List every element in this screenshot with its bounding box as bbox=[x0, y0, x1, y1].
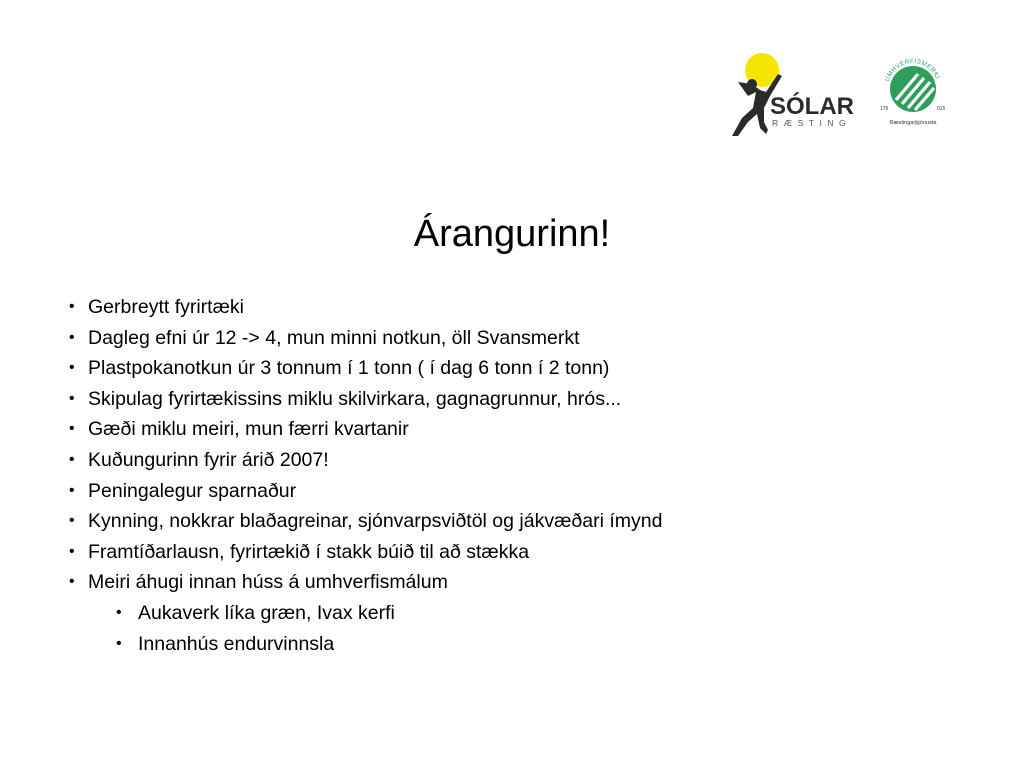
bullet-item bbox=[64, 506, 964, 537]
bullet-item bbox=[64, 567, 964, 598]
bullet-text: Dagleg efni úr 12 -> 4, mun minni notkun, öll Svansmerkt bbox=[88, 326, 580, 349]
swan-left-number: 176 bbox=[880, 106, 889, 112]
slide-title: Árangurinn! bbox=[413, 213, 611, 255]
sub-bullet-item bbox=[64, 629, 964, 660]
bullet-text: Skipulag fyrirtækissins miklu skilvirkara, gagnagrunnur, hrós... bbox=[88, 387, 622, 410]
swan-ecolabel-logo bbox=[878, 56, 948, 128]
bullet-item bbox=[64, 292, 964, 323]
sub-bullet-item bbox=[64, 598, 964, 629]
bullet-glyph: • bbox=[69, 298, 75, 315]
bullet-glyph: • bbox=[69, 481, 75, 499]
bullet-text: Gerbreytt fyrirtæki bbox=[88, 296, 245, 318]
bullet-glyph: • bbox=[116, 634, 122, 652]
bullet-glyph: • bbox=[69, 359, 75, 377]
bullet-glyph: • bbox=[69, 542, 75, 560]
bullet-item bbox=[64, 414, 964, 445]
bullet-glyph: • bbox=[69, 389, 75, 407]
bullet-text: Kuðungurinn fyrir árið 2007! bbox=[88, 448, 329, 471]
bullet-text: Framtíðarlausn, fyrirtækið í stakk búið til að stækka bbox=[88, 540, 530, 563]
bullet-glyph: • bbox=[69, 450, 75, 468]
swan-right-number: 015 bbox=[937, 106, 946, 112]
bullet-glyph: • bbox=[69, 420, 75, 438]
bullet-text: Kynning, nokkrar blaðagreinar, sjónvarpsviðtöl og jákvæðari ímynd bbox=[88, 510, 663, 533]
bullet-item bbox=[64, 384, 964, 415]
swan-top-text: UMHVERFISMERKI bbox=[883, 57, 942, 83]
bullet-glyph: • bbox=[116, 603, 122, 621]
bullet-item bbox=[64, 445, 964, 476]
solar-name: SÓLAR bbox=[770, 93, 854, 120]
solar-subtitle: RÆSTING bbox=[772, 118, 852, 128]
bullet-item bbox=[64, 353, 964, 384]
swan-bottom-text: Ræstingarþjónusta bbox=[889, 120, 937, 126]
logo-area bbox=[726, 52, 956, 138]
bullet-text: Gæði miklu meiri, mun færri kvartanir bbox=[88, 418, 409, 441]
bullet-text: Innanhús endurvinnsla bbox=[138, 632, 335, 655]
bullet-text: Peningalegur sparnaður bbox=[88, 479, 297, 502]
figure-head-icon bbox=[747, 79, 757, 89]
bullet-text: Aukaverk líka græn, Ivax kerfi bbox=[138, 601, 395, 624]
bullet-glyph: • bbox=[69, 512, 75, 530]
bullet-glyph: • bbox=[69, 573, 75, 591]
bullet-glyph: • bbox=[69, 328, 75, 346]
bullet-list bbox=[64, 292, 964, 659]
bullet-item bbox=[64, 323, 964, 354]
bullet-text: Plastpokanotkun úr 3 tonnum í 1 tonn ( í dag 6 tonn í 2 tonn) bbox=[88, 357, 610, 380]
bullet-item bbox=[64, 537, 964, 568]
solar-logo bbox=[726, 52, 856, 138]
bullet-text: Meiri áhugi innan húss á umhverfismálum bbox=[88, 571, 448, 594]
bullet-item bbox=[64, 476, 964, 507]
